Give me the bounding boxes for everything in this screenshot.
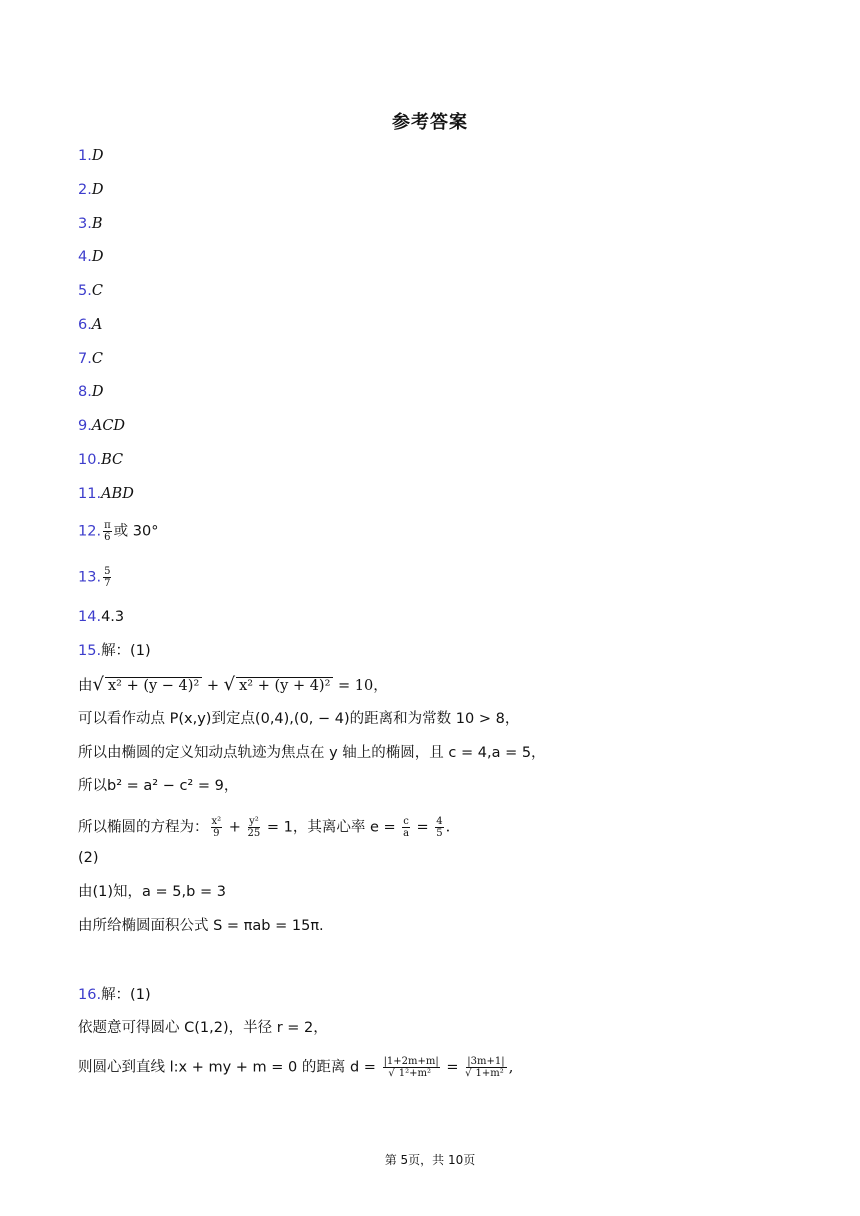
answer-item-14: 14.4.3 — [78, 609, 125, 625]
answer-item: 7.C — [78, 351, 103, 367]
fraction: $\frac{c}{a}$ — [403, 816, 410, 839]
fraction: $\frac{|1+2m+m|}{\text{√ 1²+m²}}$ — [383, 1056, 439, 1079]
answer-item: 2.D — [78, 182, 104, 198]
fraction: $\frac{\text{y²}}{25}$ — [247, 816, 261, 839]
answer-item: 4.D — [78, 249, 104, 265]
answer-item: 1.D — [78, 148, 104, 164]
fraction: $\frac{4}{5}$ — [436, 816, 443, 839]
answer-item-12: 12. $\frac{\pi}{6}$ 或 30° — [78, 520, 159, 543]
answer-item: 9.ACD — [78, 418, 126, 434]
answer-item: 6.A — [78, 317, 103, 333]
answer-item: 3.B — [78, 216, 103, 232]
answer-item: 8.D — [78, 384, 104, 400]
page-footer: 第 5页，共 10页 — [384, 1153, 476, 1167]
equation-line: 所以椭圆的方程为： $\frac{\text{x²}}{9}$ + $\frac{\text{y²}}{25}$ = 1，其离心率 e = $\frac{c}{a}$ = $\frac{4}{5}$ . — [78, 816, 451, 839]
sqrt-icon: √ — [92, 674, 104, 695]
answer-item-13: 13. $\frac{5}{7}$ — [78, 566, 111, 589]
fraction: $\frac{5}{7}$ — [104, 566, 111, 589]
answer-item: 11.ABD — [78, 486, 134, 502]
page-title: 参考答案 — [392, 112, 468, 133]
equation-line: 由√ x² + (y − 4)² + √ x² + (y + 4)² = 10， — [78, 674, 388, 695]
answer-item: 5.C — [78, 283, 103, 299]
fraction: $\frac{|3m+1|}{\text{√ 1+m²}}$ — [465, 1056, 507, 1079]
answer-item: 10.BC — [78, 452, 124, 468]
fraction: $\frac{\pi}{6}$ — [104, 520, 111, 543]
sqrt-icon: √ — [223, 674, 236, 695]
fraction: $\frac{\text{x²}}{9}$ — [211, 816, 222, 839]
equation-line: 则圆心到直线 l:x + my + m = 0 的距离 d = $\frac{|1+2m+m|}{\text{√ 1²+m²}}$ = $\frac{|3m+1|}{\text{√ 1+m²}}$ , — [78, 1056, 514, 1079]
answer-page: 参考答案 1.D 2.D 3.B 4.D 5.C 6.A 7.C 8.D 9.ACD 10.BC 11.ABD 12. $\frac{\pi}{6}$ 或 30° 13. $\frac{5}{7}$ 14.4.3 15.解：(1) 由√ x² + (y − 4)² + √ x² + (y + 4)² = 10， 可以看作动点 P(x,y)到定点(0,4),(0, − 4)的距离和为常数 10 > 8， 所以由椭圆的定义知动点轨迹为焦点在 y 轴上的椭圆，且 c = 4,a = 5， 所以b² = a² − c² = 9， 所以椭圆的方程为： $\frac{\text{x²}}{9}$ + $\frac{\text{y²}}{25}$ = 1，其离心率 e = $\frac{c}{a}$ = $\frac{4}{5}$ . (2) 由(1)知，a = 5,b = 3 由所给椭圆面积公式 S = πab = 15π. 16.解：(1) 依题意可得圆心 C(1,2)，半径 r = 2， 则圆心到直线 l:x + my + m = 0 的距离 d = $\frac{|1+2m+m|}{\text{√ 1²+m²}}$ = $\frac{|3m+1|}{\text{√ 1+m²}}$ , 第 5页，共 10页 — [0, 0, 860, 1216]
